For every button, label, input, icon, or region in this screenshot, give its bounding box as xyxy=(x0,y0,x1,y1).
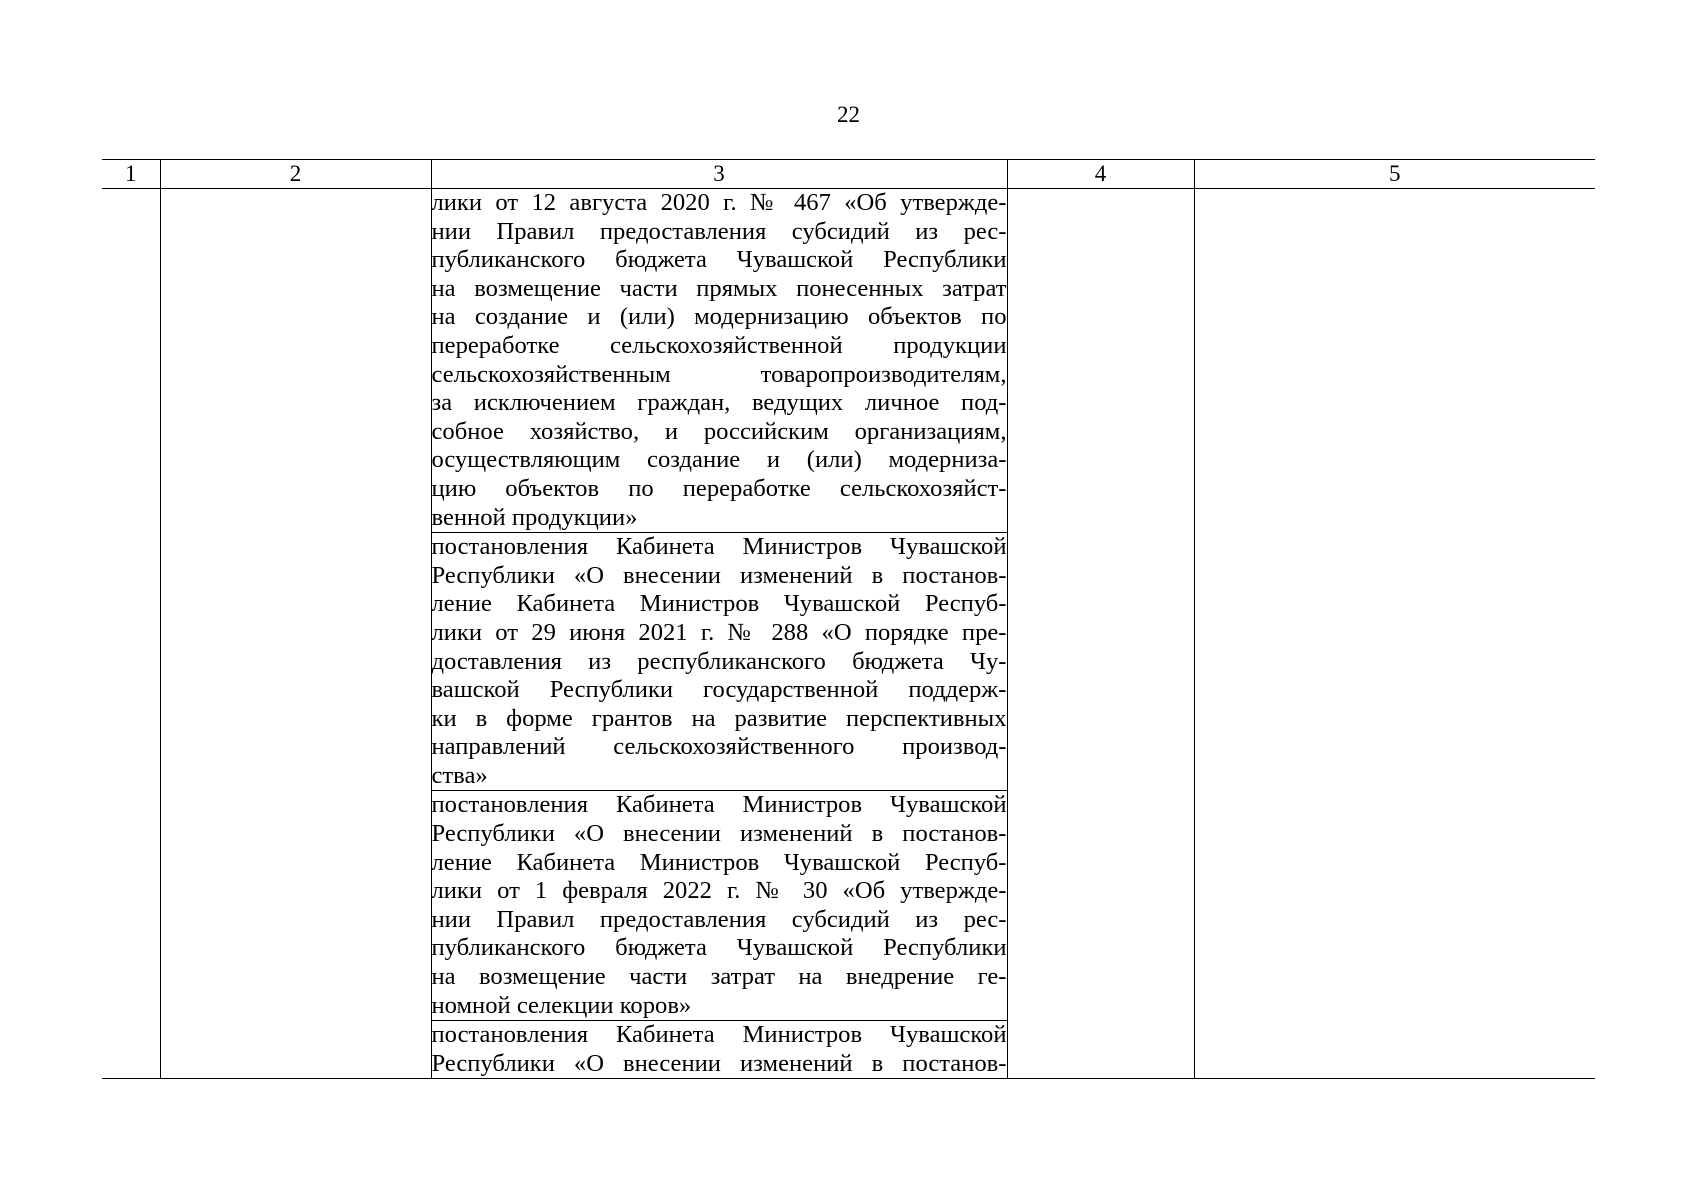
text-line: Республики «О внесении изменений в постанов- xyxy=(431,820,1007,848)
text-line: за исключением граждан, ведущих личное под- xyxy=(431,389,1007,417)
text-line: Республики «О внесении изменений в постанов- xyxy=(431,561,1007,589)
document-table xyxy=(102,159,1595,1079)
text-line: ства» xyxy=(431,761,488,789)
text-line: нии Правил предоставления субсидий из рес- xyxy=(431,905,1007,933)
cell-col3-entry-4 xyxy=(431,1021,1007,1079)
text-line: ление Кабинета Министров Чувашской Респуб- xyxy=(431,590,1007,618)
text-line: лики от 29 июня 2021 г. № 288 «О порядке пре- xyxy=(431,618,1007,646)
cell-col3-entry-3 xyxy=(431,791,1007,1021)
column-header-2: 2 xyxy=(160,160,431,189)
text-line: на возмещение части прямых понесенных затрат xyxy=(431,274,1007,302)
text-line: постановления Кабинета Министров Чувашской xyxy=(431,533,1007,561)
text-line: номной селекции коров» xyxy=(431,991,692,1019)
text-line: направлений сельскохозяйственного производ- xyxy=(431,733,1007,761)
text-line: постановления Кабинета Министров Чувашской xyxy=(431,791,1007,819)
text-line: цию объектов по переработке сельскохозяйст- xyxy=(431,474,1007,502)
cell-col4 xyxy=(1007,189,1194,1079)
column-header-5: 5 xyxy=(1194,160,1595,189)
text-line: постановления Кабинета Министров Чувашской xyxy=(431,1021,1007,1049)
cell-col3-entry-1 xyxy=(431,189,1007,533)
column-header-1: 1 xyxy=(102,160,160,189)
text-line: вашской Республики государственной поддерж- xyxy=(431,676,1007,704)
text-line: переработке сельскохозяйственной продукции xyxy=(431,331,1007,359)
text-line: публиканского бюджета Чувашской Республики xyxy=(431,934,1007,962)
column-header-4: 4 xyxy=(1007,160,1194,189)
text-line: венной продукции» xyxy=(431,503,638,531)
text-line: Республики «О внесении изменений в постанов- xyxy=(431,1049,1007,1077)
cell-col1 xyxy=(102,189,160,1079)
text-line: ление Кабинета Министров Чувашской Респуб- xyxy=(431,848,1007,876)
page-number: 22 xyxy=(837,102,860,127)
text-line: лики от 1 февраля 2022 г. № 30 «Об утвержде- xyxy=(431,877,1007,905)
text-line: собное хозяйство, и российским организациям, xyxy=(431,417,1007,445)
text-line: лики от 12 августа 2020 г. № 467 «Об утвержде- xyxy=(431,189,1007,216)
cell-col3-entry-2 xyxy=(431,533,1007,791)
table-header-row xyxy=(102,160,1595,189)
text-line: на создание и (или) модернизацию объектов по xyxy=(431,303,1007,331)
text-line: на возмещение части затрат на внедрение ге- xyxy=(431,963,1007,991)
text-line: доставления из республиканского бюджета Чу- xyxy=(431,647,1007,675)
text-line: сельскохозяйственным товаропроизводителям, xyxy=(431,360,1007,388)
text-line: ки в форме грантов на развитие перспективных xyxy=(431,704,1007,732)
cell-col2 xyxy=(160,189,431,1079)
table-row xyxy=(102,189,1595,533)
column-header-3: 3 xyxy=(431,160,1007,189)
text-line: осуществляющим создание и (или) модерниза- xyxy=(431,446,1007,474)
cell-col5 xyxy=(1194,189,1595,1079)
text-line: нии Правил предоставления субсидий из рес- xyxy=(431,217,1007,245)
text-line: публиканского бюджета Чувашской Республики xyxy=(431,246,1007,274)
